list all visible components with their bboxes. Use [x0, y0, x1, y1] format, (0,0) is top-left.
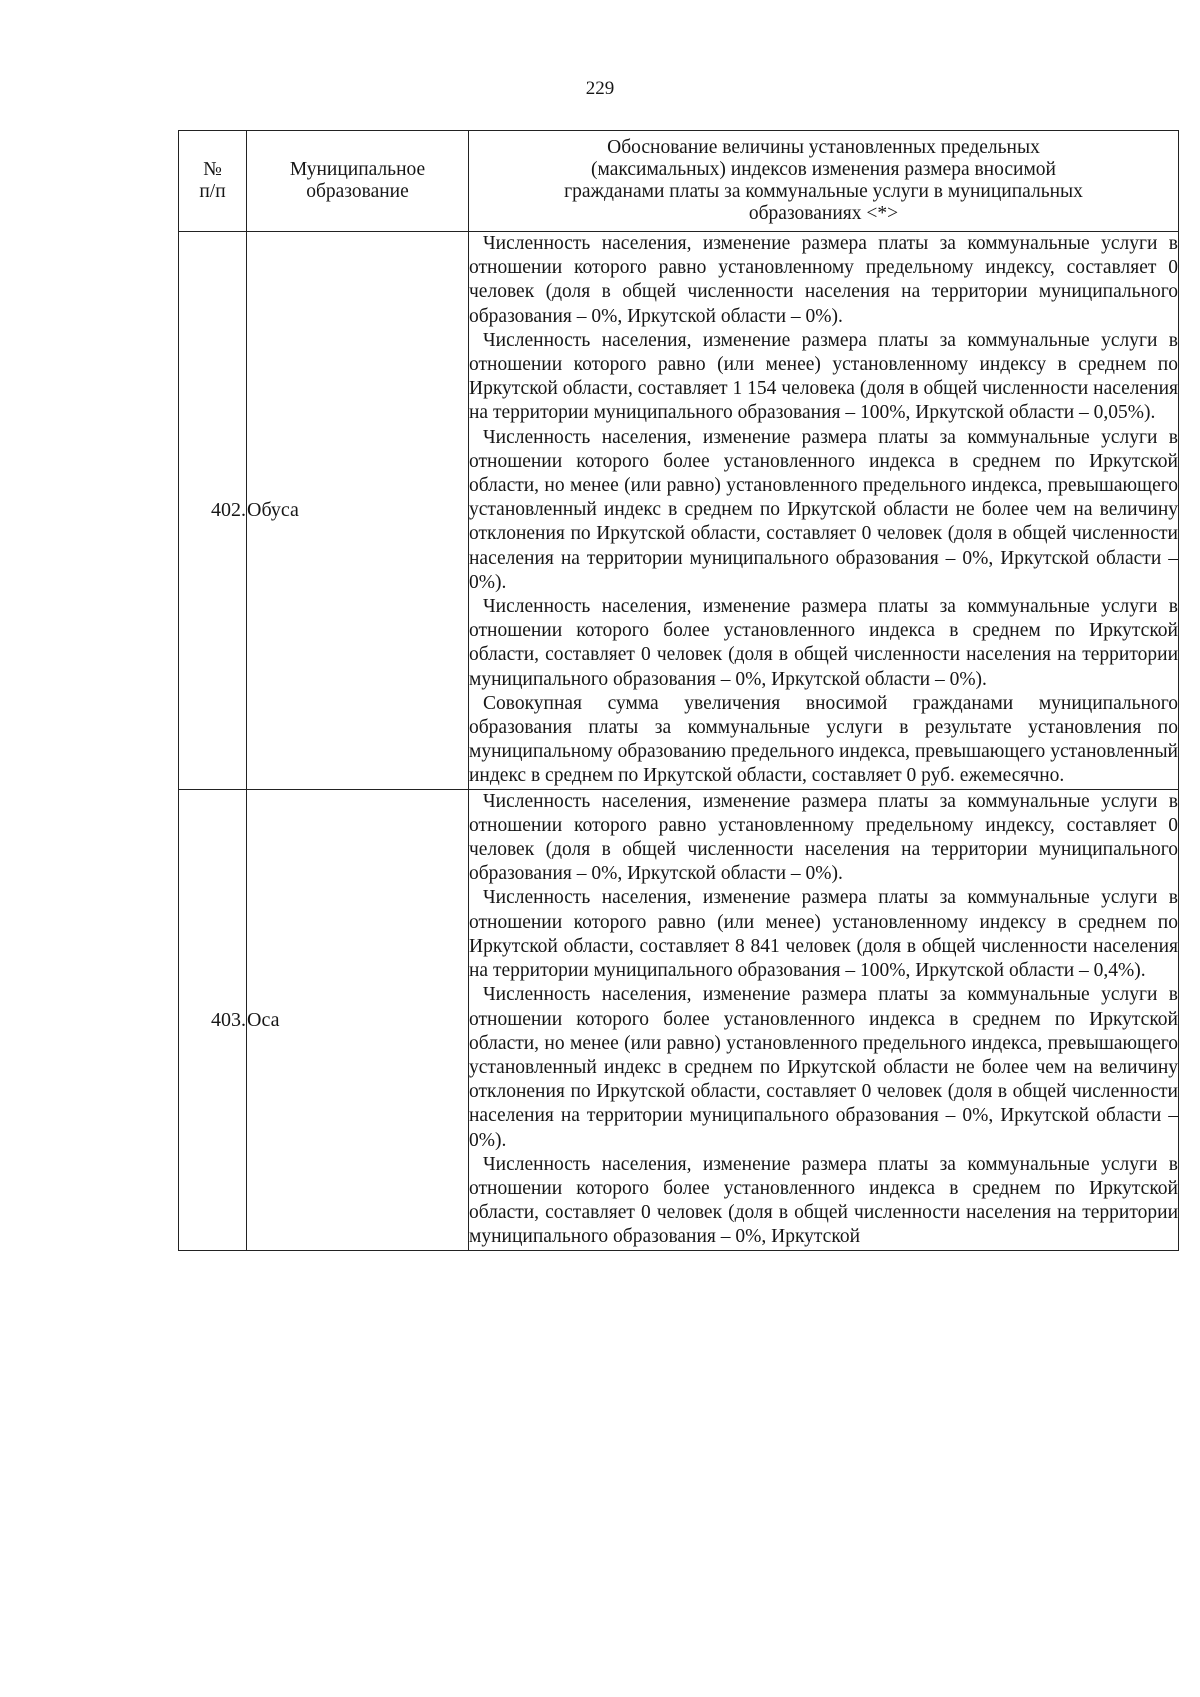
municipality-name: Обуса	[247, 232, 469, 790]
municipality-name: Оса	[247, 789, 469, 1250]
justification-paragraph: Совокупная сумма увеличения вносимой гражданами муниципального образования платы за коммунальные услуги в результате установления по муниципальному образованию предельного индекса, превышающего установленный индекс в среднем по Иркутской области, составляет 0 руб. ежемесячно.	[469, 692, 1178, 787]
justification-paragraph: Численность населения, изменение размера платы за коммунальные услуги в отношении которого более установленного индекса в среднем по Иркутской области, составляет 0 человек (доля в общей численности населения на территории муниципального образования – 0%, Иркутской	[469, 1153, 1178, 1248]
table-row	[179, 789, 1179, 1250]
justification-paragraph: Численность населения, изменение размера платы за коммунальные услуги в отношении которого более установленного индекса в среднем по Иркутской области, составляет 0 человек (доля в общей численности населения на территории муниципального образования – 0%, Иркутской области – 0%).	[469, 596, 1178, 690]
indices-table	[178, 130, 1179, 1251]
header-justification: Обоснование величины установленных предельных (максимальных) индексов изменения размера вносимой гражданами платы за коммунальные услуги в муниципальных образованиях <*>	[469, 131, 1179, 232]
justification-paragraph: Численность населения, изменение размера платы за коммунальные услуги в отношении которого более установленного индекса в среднем по Иркутской области, но менее (или равно) установленного предельного индекса, превышающего установленный индекс в среднем по Иркутской области не более чем на величину отклонения по Иркутской области, составляет 0 человек (доля в общей численности населения на территории муниципального образования – 0%, Иркутской области – 0%).	[469, 984, 1178, 1151]
justification-paragraph: Численность населения, изменение размера платы за коммунальные услуги в отношении которого равно (или менее) установленному индексу в среднем по Иркутской области, составляет 8 841 человек (доля в общей численности населения на территории муниципального образования – 100%, Иркутской области – 0,4%).	[469, 887, 1178, 982]
page-number: 229	[585, 78, 615, 99]
justification-cell	[469, 232, 1179, 790]
justification-paragraph: Численность населения, изменение размера платы за коммунальные услуги в отношении которого равно (или менее) установленному индексу в среднем по Иркутской области, составляет 1 154 человека (доля в общей численности населения на территории муниципального образования – 100%, Иркутской области – 0,05%).	[469, 329, 1178, 424]
table-header-row	[179, 131, 1179, 232]
row-number: 403.	[179, 789, 247, 1250]
justification-paragraph: Численность населения, изменение размера платы за коммунальные услуги в отношении которого равно установленному предельному индексу, составляет 0 человек (доля в общей численности населения на территории муниципального образования – 0%, Иркутской области – 0%).	[469, 233, 1178, 327]
header-number: № п/п	[179, 131, 247, 232]
header-municipality: Муниципальное образование	[247, 131, 469, 232]
justification-paragraph: Численность населения, изменение размера платы за коммунальные услуги в отношении которого более установленного индекса в среднем по Иркутской области, но менее (или равно) установленного предельного индекса, превышающего установленный индекс в среднем по Иркутской области не более чем на величину отклонения по Иркутской области, составляет 0 человек (доля в общей численности населения на территории муниципального образования – 0%, Иркутской области – 0%).	[469, 426, 1178, 593]
row-number: 402.	[179, 232, 247, 790]
justification-paragraph: Численность населения, изменение размера платы за коммунальные услуги в отношении которого равно установленному предельному индексу, составляет 0 человек (доля в общей численности населения на территории муниципального образования – 0%, Иркутской области – 0%).	[469, 790, 1178, 885]
justification-cell	[469, 789, 1179, 1250]
table-row	[179, 232, 1179, 790]
